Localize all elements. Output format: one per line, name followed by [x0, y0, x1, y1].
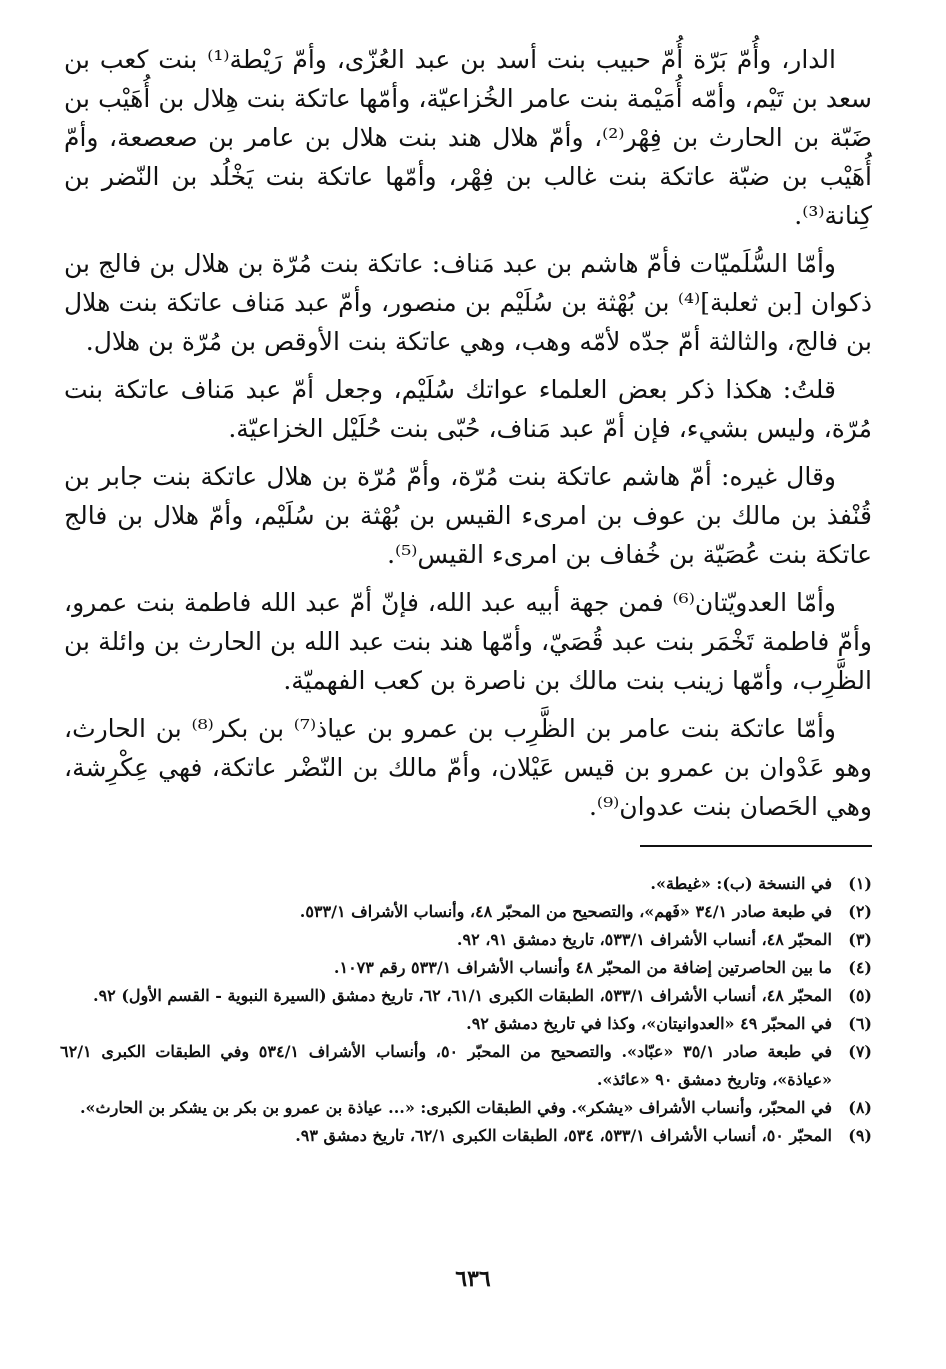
footnote-6: [60, 1010, 872, 1038]
footnote-divider: [640, 845, 872, 847]
footnote-text: المحبّر ٤٨، أنساب الأشراف ٥٣٣/١، تاريخ دمشق ٩١، ٩٢.: [456, 930, 832, 949]
footnote-5: [60, 982, 872, 1010]
footnote-text: في طبعة صادر ٣٥/١ «عبّاد». والتصحيح من المحبّر ٥٠، وأنساب الأشراف ٥٣٤/١ وفي الطبقات الكبرى ٦٢/١ «عياذة»، وتاريخ دمشق ٩٠ «عائذ».: [60, 1042, 832, 1089]
footnote-text: في طبعة صادر ٣٤/١ «فَهم»، والتصحيح من المحبّر ٤٨، وأنساب الأشراف ٥٣٣/١.: [299, 902, 832, 921]
footnote-number: (٧): [848, 1042, 872, 1061]
footnote-text: في النسخة (ب): «غيطة».: [650, 874, 832, 893]
footnote-8: [60, 1094, 872, 1122]
footnote-4: [60, 954, 872, 982]
footnote-1: [60, 870, 872, 898]
paragraph-5: وأمّا العدويّتان⁽⁶⁾ فمن جهة أبيه عبد الله، فإنّ أمّ عبد الله فاطمة بنت عمرو، وأمّ فاطمة تَخْمَر بنت عبد قُصَيّ، وأمّها هند بنت عبد الله بن الحارث بن وائلة بن الظَّرِب، وأمّها زينب بنت مالك بن ناصرة بن كعب الفهميّة.: [64, 588, 872, 695]
paragraph-6: وأمّا عاتكة بنت عامر بن الظَّرِب بن عمرو بن عياذ⁽⁷⁾ بن بكر⁽⁸⁾ بن الحارث، وهو عَدْوان بن عمرو بن قيس عَيْلان، وأمّ مالك بن النّضْر عاتكة، فهي عِكْرِشة، وهي الحَصان بنت عدوان⁽⁹⁾.: [64, 714, 872, 821]
footnote-2: [60, 898, 872, 926]
main-text: [64, 40, 872, 835]
footnotes: [60, 870, 872, 1150]
paragraph-4: وقال غيره: أمّ هاشم عاتكة بنت مُرّة، وأمّ مُرّة بن هلال عاتكة بنت جابر بن قُنْفذ بن مالك بن عوف بن امرىء القيس بن بُهْثة بن سُلَيْم، وأمّ هلال بن فالج عاتكة بنت عُصَيّة بن خُفاف بن امرىء القيس⁽⁵⁾.: [64, 462, 872, 569]
footnote-3: [60, 926, 872, 954]
footnote-number: (٢): [848, 902, 872, 921]
footnote-number: (٦): [848, 1014, 872, 1033]
paragraph-3: قلتُ: هكذا ذكر بعض العلماء عواتك سُلَيْم، وجعل أمّ عبد مَناف عاتكة بنت مُرّة، وليس بشيء، فإن أمّ عبد مَناف، حُبّى بنت حُلَيْل الخزاعيّة.: [64, 375, 872, 443]
footnote-text: ما بين الحاصرتين إضافة من المحبّر ٤٨ وأنساب الأشراف ٥٣٣/١ رقم ١٠٧٣.: [333, 958, 832, 977]
footnote-text: في المحبّر، وأنساب الأشراف «يشكر». وفي الطبقات الكبرى: «... عياذة بن عمرو بن بكر بن يشكر بن الحارث».: [79, 1098, 832, 1117]
footnote-text: في المحبّر ٤٩ «العدوانيتان»، وكذا في تاريخ دمشق ٩٢.: [466, 1014, 832, 1033]
footnote-number: (٥): [848, 986, 872, 1005]
page-number: ٦٣٦: [455, 1266, 491, 1292]
footnote-number: (١): [848, 874, 872, 893]
footnote-number: (٩): [848, 1126, 872, 1145]
footnote-text: المحبّر ٤٨، أنساب الأشراف ٥٣٣/١، الطبقات الكبرى ٦١/١، ٦٢، تاريخ دمشق (السيرة النبوية - القسم الأول) ٩٢.: [92, 986, 832, 1005]
footnote-number: (٤): [848, 958, 872, 977]
footnote-text: المحبّر ٥٠، أنساب الأشراف ٥٣٣/١، ٥٣٤، الطبقات الكبرى ٦٢/١، تاريخ دمشق ٩٣.: [295, 1126, 832, 1145]
footnote-7: [60, 1038, 872, 1094]
paragraph-1: الدار، وأُمّ بَرّة أُمّ حبيب بنت أسد بن عبد العُزّى، وأمّ رَيْطة⁽¹⁾ بنت كعب بن سعد بن تَيْم، وأمّه أُمَيْمة بنت عامر الخُزاعيّة، وأمّها عاتكة بنت هِلال بن أُهَيْب بن ضَبّة بن الحارث بن فِهْر⁽²⁾، وأمّ هلال هند بنت هلال بن عامر بن صعصعة، وأمّ أُهَيْب بن ضبّة عاتكة بنت غالب بن فِهْر، وأمّها عاتكة بنت يَخْلُد بن النّضر بن كِنانة⁽³⁾.: [64, 45, 872, 230]
footnote-9: [60, 1122, 872, 1150]
paragraph-2: وأمّا السُّلَميّات فأمّ هاشم بن عبد مَناف: عاتكة بنت مُرّة بن هلال بن فالج بن ذكوان [بن ثعلبة]⁽⁴⁾ بن بُهْثة بن سُلَيْم بن منصور، وأمّ عبد مَناف عاتكة بنت هلال بن فالج، والثالثة أمّ جدّه لأمّه وهب، وهي عاتكة بنت الأوقص بن مُرّة بن هلال.: [64, 249, 873, 356]
footnote-number: (٨): [848, 1098, 872, 1117]
footnote-number: (٣): [848, 930, 872, 949]
